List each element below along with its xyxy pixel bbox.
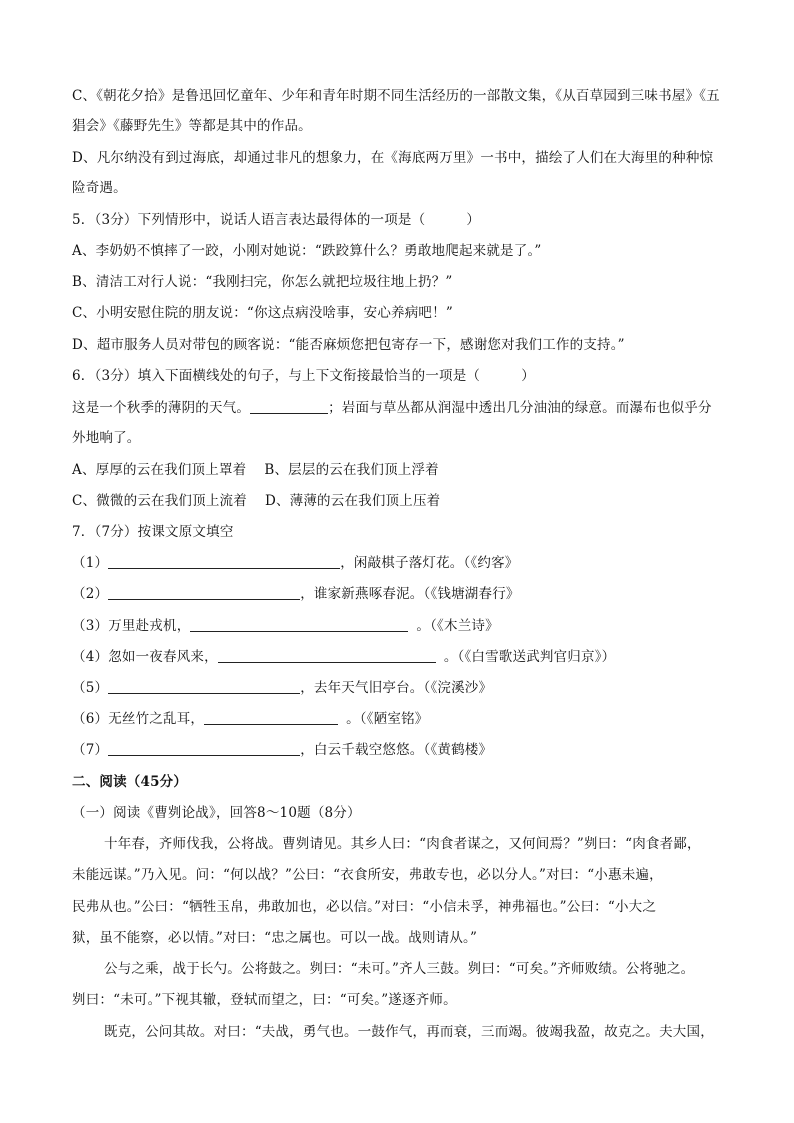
question-6-options-cd: C、微微的云在我们顶上流着 D、薄薄的云在我们顶上压着: [72, 493, 441, 509]
answer-blank[interactable]: [108, 679, 300, 694]
question-6-options-ab: A、厚厚的云在我们顶上罩着 B、层层的云在我们顶上浮着: [72, 462, 439, 478]
question-6-passage-continued: 外地响了。: [72, 430, 141, 446]
answer-blank[interactable]: [108, 741, 300, 756]
fill-item-2: （2） ，谁家新燕啄春泥。（《钱塘湖春行》: [72, 586, 520, 602]
option-c-text: C、《朝花夕拾》是鲁迅回忆童年、少年和青年时期不同生活经历的一部散文集，《从百草园到三味书屋》《五: [72, 88, 720, 104]
answer-blank[interactable]: [108, 554, 340, 569]
fill-item-3: （3）万里赴戎机， 。（《木兰诗》: [72, 618, 499, 634]
passage-line: 既克，公问其故。对曰：“夫战，勇气也。一鼓作气，再而衰，三而竭。彼竭我盈，故克之。夫大国，: [104, 1024, 714, 1040]
question-6-stem: 6．（3分）填入下面横线处的句子，与上下文衔接最恰当的一项是（ ）: [72, 368, 535, 384]
answer-blank[interactable]: [218, 648, 436, 663]
question-7-stem: 7．（7分）按课文原文填空: [72, 524, 234, 540]
fill-item-1: （1） ，闲敲棋子落灯花。（《约客》: [72, 555, 519, 571]
passage-line: 十年春，齐师伐我，公将战。曹刿请见。其乡人曰：“肉食者谋之，又何间焉？”刿曰：“肉食者鄙，: [104, 836, 701, 852]
fill-item-5: （5） ，去年天气旧亭台。（《浣溪沙》: [72, 680, 493, 696]
answer-blank[interactable]: [190, 617, 408, 632]
question-5-option-a: A、李奶奶不慎摔了一跤，小刚对她说：“跌跤算什么？勇敢地爬起来就是了。”: [72, 243, 542, 259]
passage-line: 刿曰：“未可。”下视其辙，登轼而望之，曰：“可矣。”遂逐齐师。: [72, 992, 457, 1008]
passage-line: 公与之乘，战于长勺。公将鼓之。刿曰：“未可。”齐人三鼓。刿曰：“可矣。”齐师败绩。公将驰之。: [104, 961, 695, 977]
option-d-continued: 险奇遇。: [72, 180, 127, 196]
option-c-continued: 猖会》《藤野先生》等都是其中的作品。: [72, 118, 312, 134]
fill-item-7: （7） ，白云千载空悠悠。（《黄鹤楼》: [72, 742, 493, 758]
question-5-option-d: D、超市服务人员对带包的顾客说：“能否麻烦您把包寄存一下，感谢您对我们工作的支持。”: [72, 337, 625, 353]
question-5-option-b: B、清洁工对行人说：“我刚扫完，你怎么就把垃圾往地上扔？”: [72, 274, 453, 290]
question-5-option-c: C、小明安慰住院的朋友说：“你这点病没啥事，安心养病吧！”: [72, 305, 453, 321]
passage-line: 民弗从也。”公曰：“牺牲玉帛，弗敢加也，必以信。”对曰：“小信未孚，神弗福也。”公曰：“小大之: [72, 899, 657, 915]
section-subtitle: （一）阅读《曹刿论战》，回答8～10题（8分）: [72, 805, 361, 821]
answer-blank[interactable]: [204, 710, 338, 725]
question-5-stem: 5．（3分）下列情形中，说话人语言表达最得体的一项是（ ）: [72, 212, 481, 228]
passage-line: 未能远谋。”乃入见。问：“何以战？”公曰：“衣食所安，弗敢专也，必以分人。”对曰：“小惠未遍，: [72, 867, 663, 883]
fill-item-4: （4）忽如一夜春风来， 。（《白雪歌送武判官归京》）: [72, 649, 616, 665]
answer-blank[interactable]: [250, 399, 328, 414]
section-title: 二、阅读（45分）: [72, 774, 188, 790]
fill-item-6: （6）无丝竹之乱耳， 。（《陋室铭》: [72, 711, 429, 727]
answer-blank[interactable]: [108, 585, 300, 600]
option-d-text: D、凡尔纳没有到过海底，却通过非凡的想象力，在《海底两万里》一书中，描绘了人们在大海里的种种惊: [72, 150, 714, 166]
passage-line: 狱，虽不能察，必以情。”对曰：“忠之属也。可以一战。战则请从。”: [72, 930, 478, 946]
question-6-passage: 这是一个秋季的薄阴的天气。 ；岩面与草丛都从润湿中透出几分油油的绿意。而瀑布也似乎分: [72, 400, 712, 416]
